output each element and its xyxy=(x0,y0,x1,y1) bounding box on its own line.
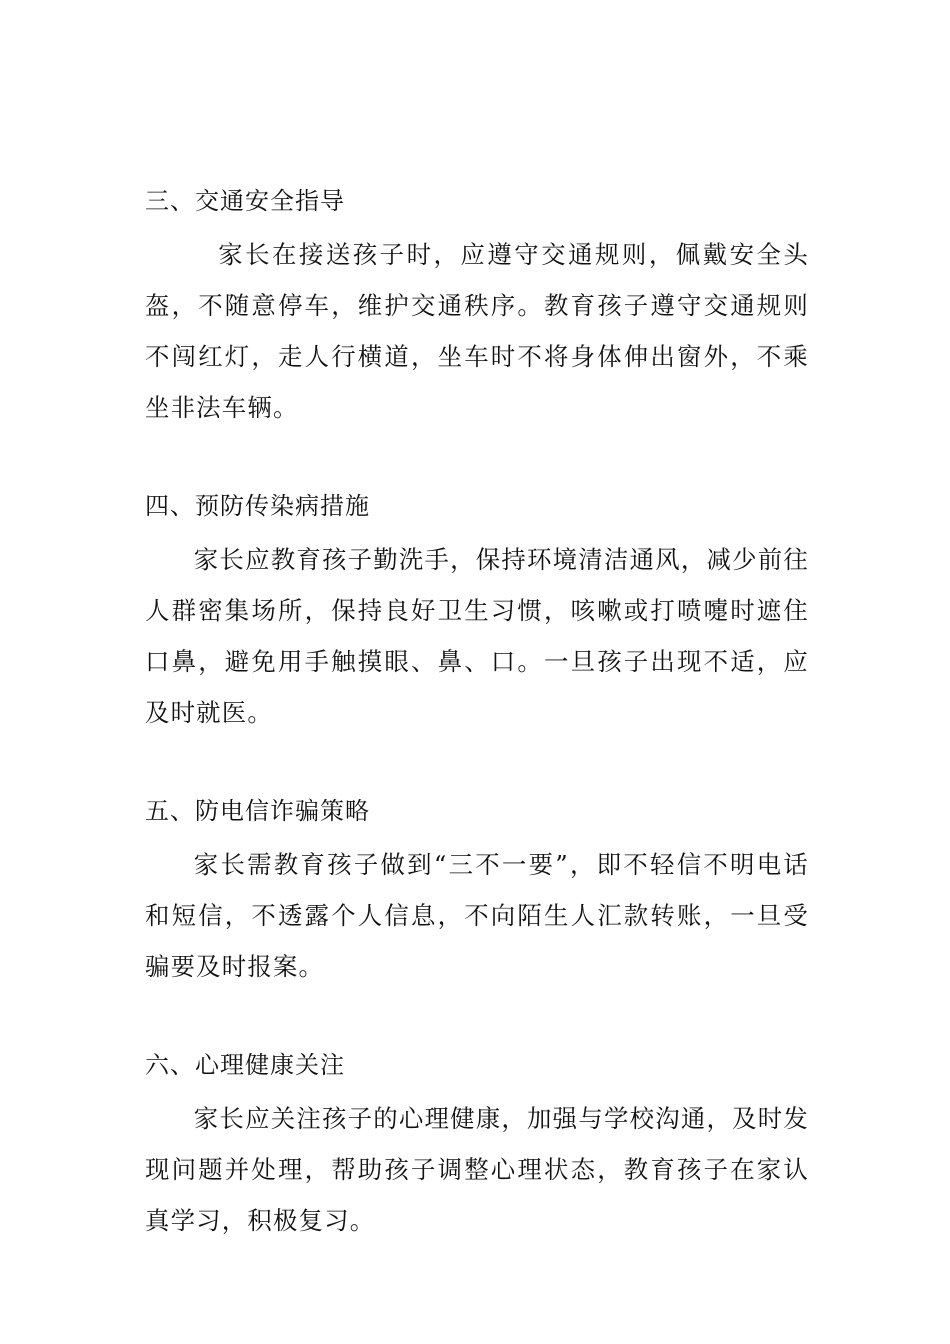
section-traffic-safety xyxy=(145,183,809,433)
section-heading: 四、预防传染病措施 xyxy=(145,492,370,520)
section-anti-fraud xyxy=(145,793,809,992)
section-disease-prevention xyxy=(145,488,809,738)
section-mental-health xyxy=(145,1047,809,1246)
section-paragraph: 家长应关注孩子的心理健康，加强与学校沟通，及时发现问题并处理，帮助孩子调整心理状态，教育孩子在家认真学习，积极复习。 xyxy=(145,1104,809,1235)
section-heading: 五、防电信诈骗策略 xyxy=(145,797,370,825)
document-body xyxy=(145,183,809,1301)
section-heading: 六、心理健康关注 xyxy=(145,1051,345,1079)
section-heading: 三、交通安全指导 xyxy=(145,187,345,215)
section-paragraph: 家长应教育孩子勤洗手，保持环境清洁通风，减少前往人群密集场所，保持良好卫生习惯，咳嗽或打喷嚏时遮住口鼻，避免用手触摸眼、鼻、口。一旦孩子出现不适，应及时就医。 xyxy=(145,545,809,727)
section-paragraph: 家长需教育孩子做到“三不一要”，即不轻信不明电话和短信，不透露个人信息，不向陌生人汇款转账，一旦受骗要及时报案。 xyxy=(145,850,809,981)
section-paragraph: 家长在接送孩子时，应遵守交通规则，佩戴安全头盔，不随意停车，维护交通秩序。教育孩子遵守交通规则不闯红灯，走人行横道，坐车时不将身体伸出窗外，不乘坐非法车辆。 xyxy=(145,240,809,422)
